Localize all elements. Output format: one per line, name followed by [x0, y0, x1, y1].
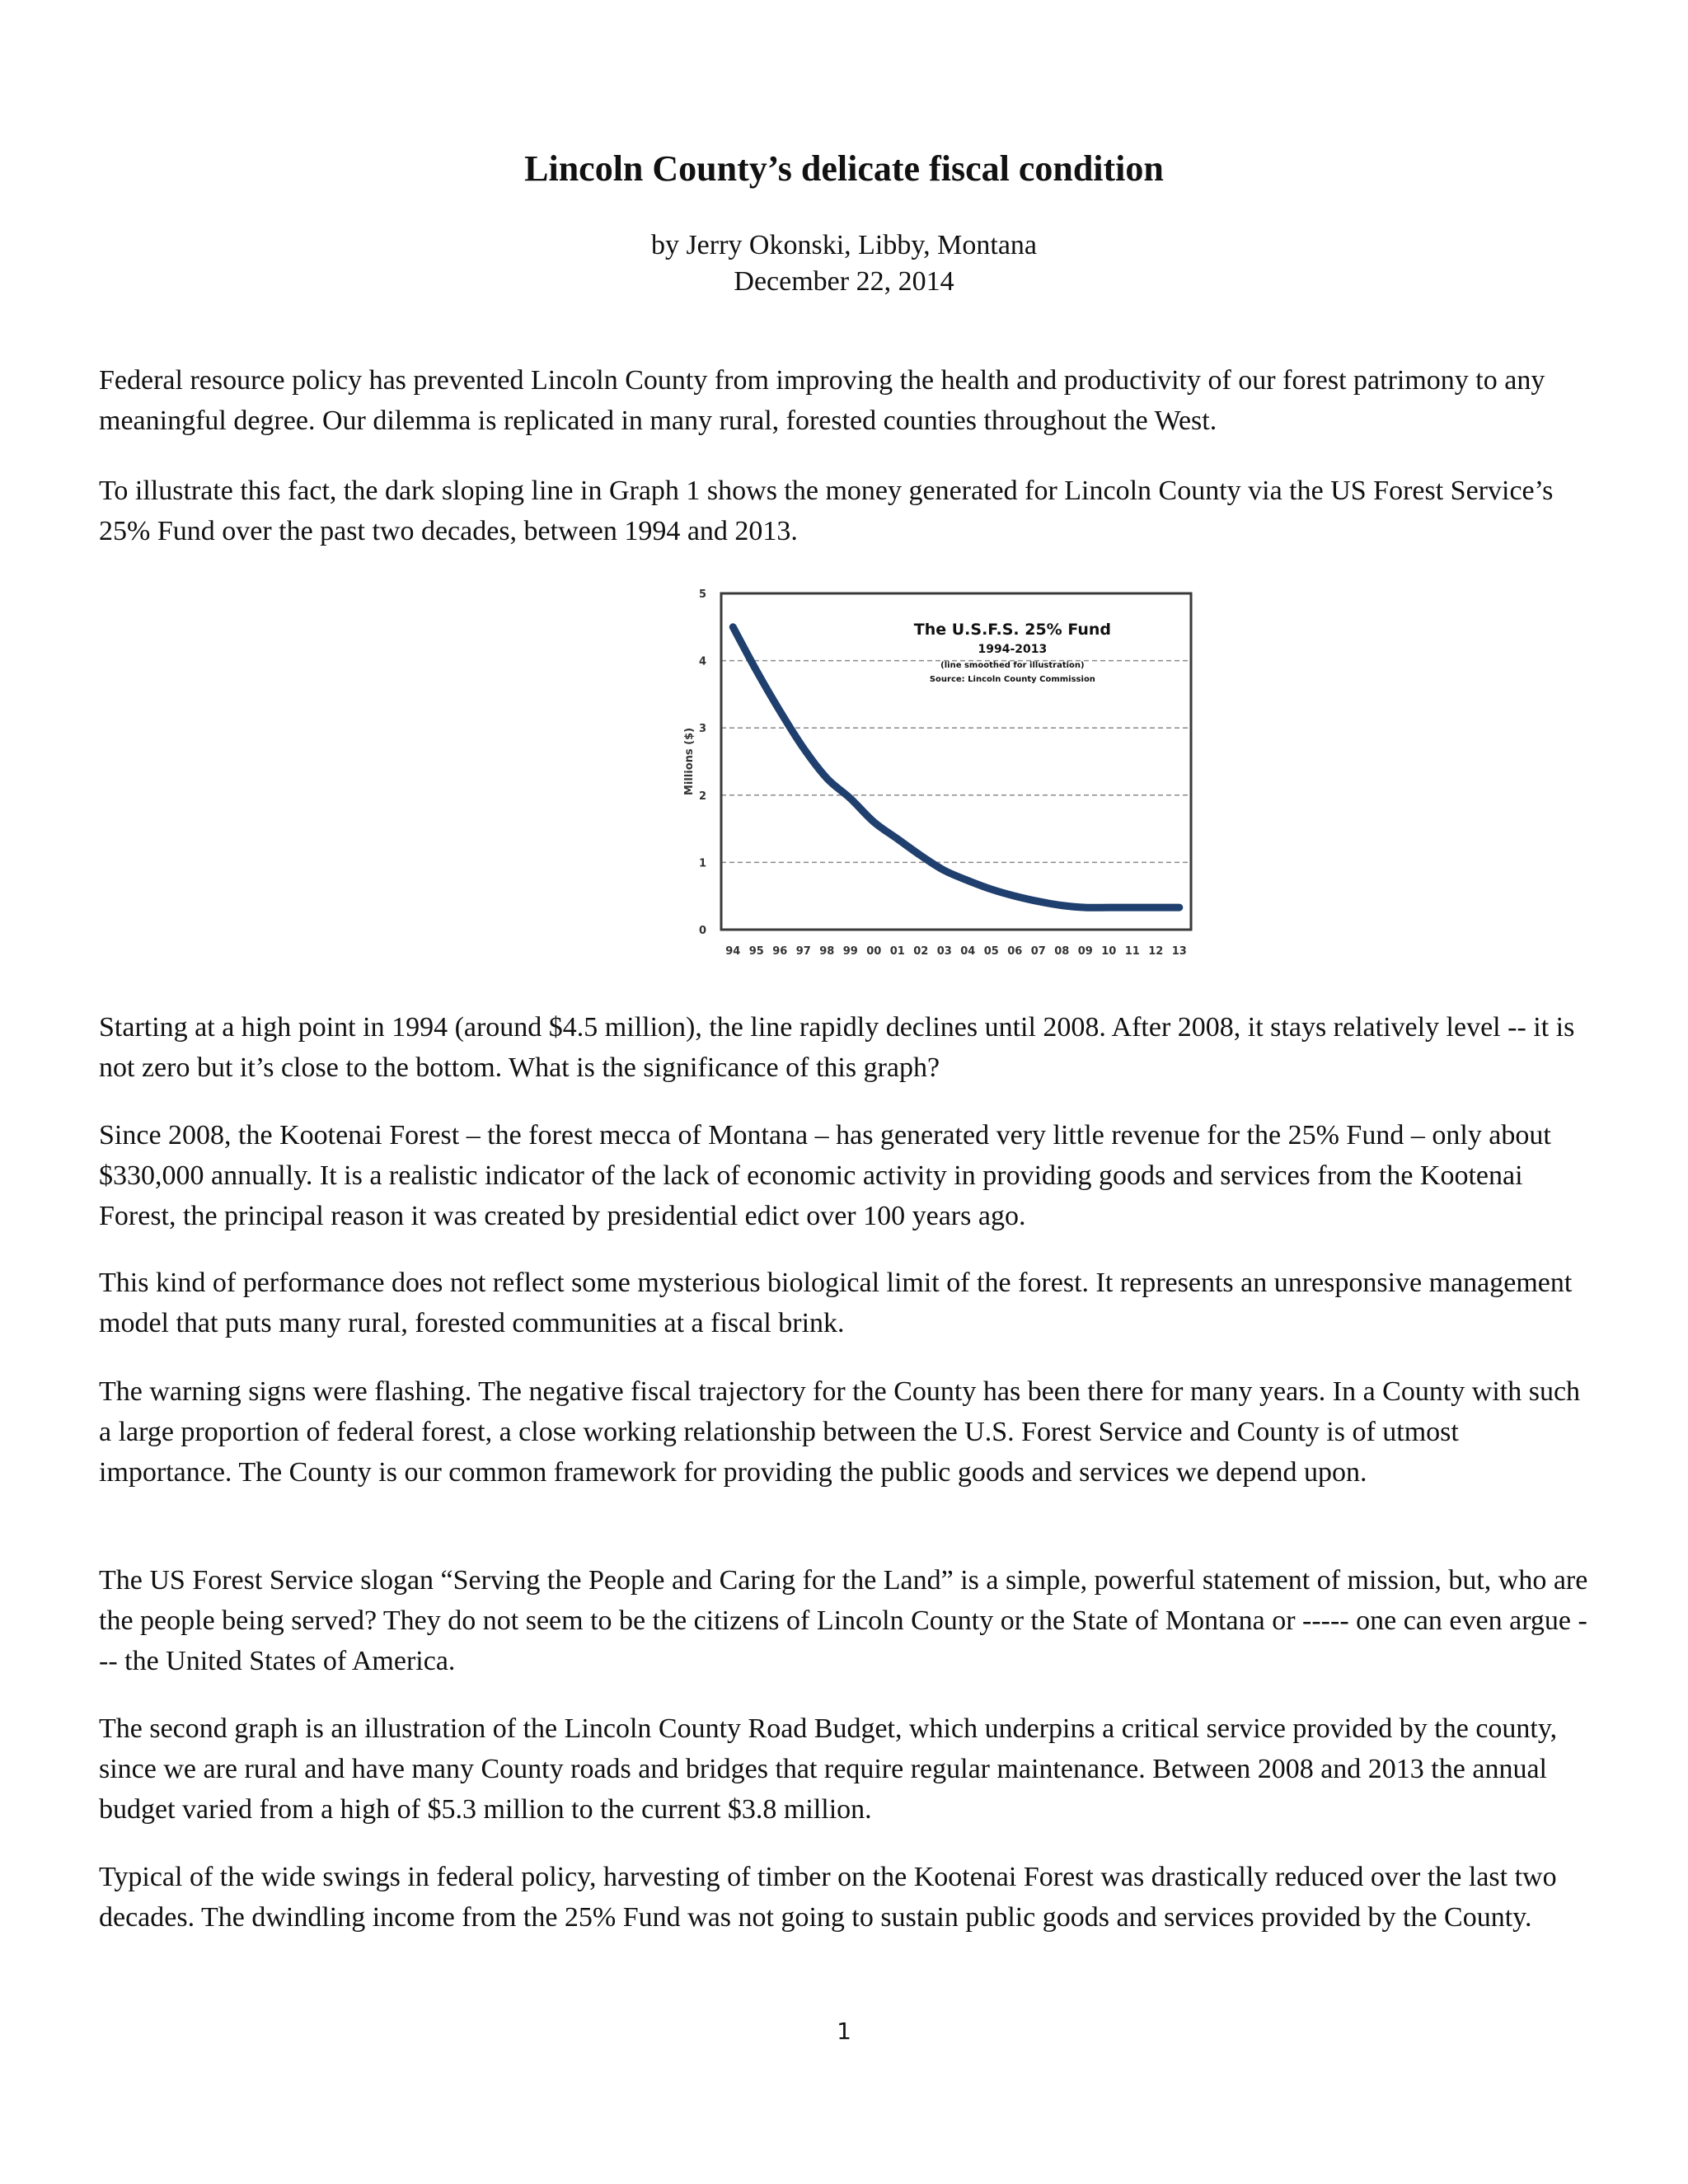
x-tick-label: 02	[913, 945, 929, 958]
y-tick-label: 4	[698, 655, 706, 668]
byline: by Jerry Okonski, Libby, Montana	[650, 230, 1038, 260]
chart-source: Source: Lincoln County Commission	[929, 675, 1095, 684]
x-tick-label: 95	[748, 945, 764, 958]
paragraph-1: Federal resource policy has prevented Lincoln County from improving the health and productivity of our forest patrimony to any meaningful degree. Our dilemma is replicated in many rural, forested counties throughout the West.	[99, 365, 1545, 436]
x-tick-label: 06	[1007, 945, 1023, 958]
chart-title: The U.S.F.S. 25% Fund	[913, 621, 1112, 639]
x-tick-label: 94	[725, 945, 741, 958]
paragraph-4: Since 2008, the Kootenai Forest – the forest mecca of Montana – has generated very little revenue for the 25% Fund – only about $330,000 annually. It is a realistic indicator of the lack of economic activity in providing goods and services from the Kootenai Forest, the principal reason it was created by presidential edict over 100 years ago.	[99, 1120, 1551, 1231]
x-tick-label: 11	[1124, 945, 1140, 958]
y-tick-label: 5	[698, 588, 706, 601]
x-tick-label: 10	[1101, 945, 1117, 958]
y-axis-label: Millions ($)	[683, 727, 696, 796]
page-number: 1	[837, 2018, 851, 2045]
x-tick-label: 97	[795, 945, 811, 958]
x-tick-label: 08	[1054, 945, 1070, 958]
chart-subtitle: 1994-2013	[978, 643, 1048, 656]
x-tick-label: 99	[842, 945, 858, 958]
y-tick-label: 3	[698, 723, 706, 736]
paragraph-3: Starting at a high point in 1994 (around $4.5 million), the line rapidly declines until 2008. After 2008, it stays relatively level -- it is not zero but it’s close to the bottom. What is the significance of this graph?	[99, 1012, 1575, 1083]
x-tick-label: 00	[866, 945, 882, 958]
paragraph-7: The US Forest Service slogan “Serving the People and Caring for the Land” is a simple, powerful statement of mission, but, who are the people being served? They do not seem to be the citizens of Lincoln County or the State of Montana or ----- one can even argue --- the United States of America.	[99, 1565, 1588, 1676]
x-tick-label: 03	[936, 945, 952, 958]
document-title: Lincoln County’s delicate fiscal condition	[524, 148, 1164, 189]
paragraph-6: The warning signs were flashing. The negative fiscal trajectory for the County has been there for many years. In a County with such a large proportion of federal forest, a close working relationship between the U.S. Forest Service and County is of utmost importance. The County is our common framework for providing the public goods and services we depend upon.	[99, 1376, 1581, 1488]
chart-svg	[668, 577, 1212, 972]
x-tick-label: 01	[889, 945, 905, 958]
paragraph-9: Typical of the wide swings in federal policy, harvesting of timber on the Kootenai Forest was drastically reduced over the last two decades. The dwindling income from the 25% Fund was not going to sustain public goods and services provided by the County.	[99, 1862, 1557, 1933]
paragraph-5: This kind of performance does not reflect some mysterious biological limit of the forest. It represents an unresponsive management model that puts many rural, forested communities at a fiscal brink.	[99, 1268, 1573, 1338]
y-tick-label: 0	[698, 925, 706, 937]
x-tick-label: 09	[1077, 945, 1093, 958]
x-tick-label: 98	[819, 945, 835, 958]
x-tick-label: 05	[983, 945, 999, 958]
x-tick-label: 12	[1148, 945, 1164, 958]
chart-note: (line smoothed for illustration)	[940, 661, 1085, 670]
y-tick-label: 2	[698, 790, 706, 803]
x-tick-label: 04	[960, 945, 976, 958]
publication-date: December 22, 2014	[734, 266, 954, 297]
x-tick-label: 13	[1171, 945, 1187, 958]
graph-1-chart	[668, 577, 1212, 972]
paragraph-2: To illustrate this fact, the dark sloping line in Graph 1 shows the money generated for Lincoln County via the US Forest Service’s 25% Fund over the past two decades, between 1994 and 2013.	[99, 476, 1554, 546]
x-tick-label: 96	[772, 945, 788, 958]
x-tick-label: 07	[1030, 945, 1046, 958]
y-tick-label: 1	[698, 857, 706, 870]
paragraph-8: The second graph is an illustration of the Lincoln County Road Budget, which underpins a critical service provided by the county, since we are rural and have many County roads and bridges that require regular maintenance. Between 2008 and 2013 the annual budget varied from a high of $5.3 million to the current $3.8 million.	[99, 1713, 1558, 1825]
